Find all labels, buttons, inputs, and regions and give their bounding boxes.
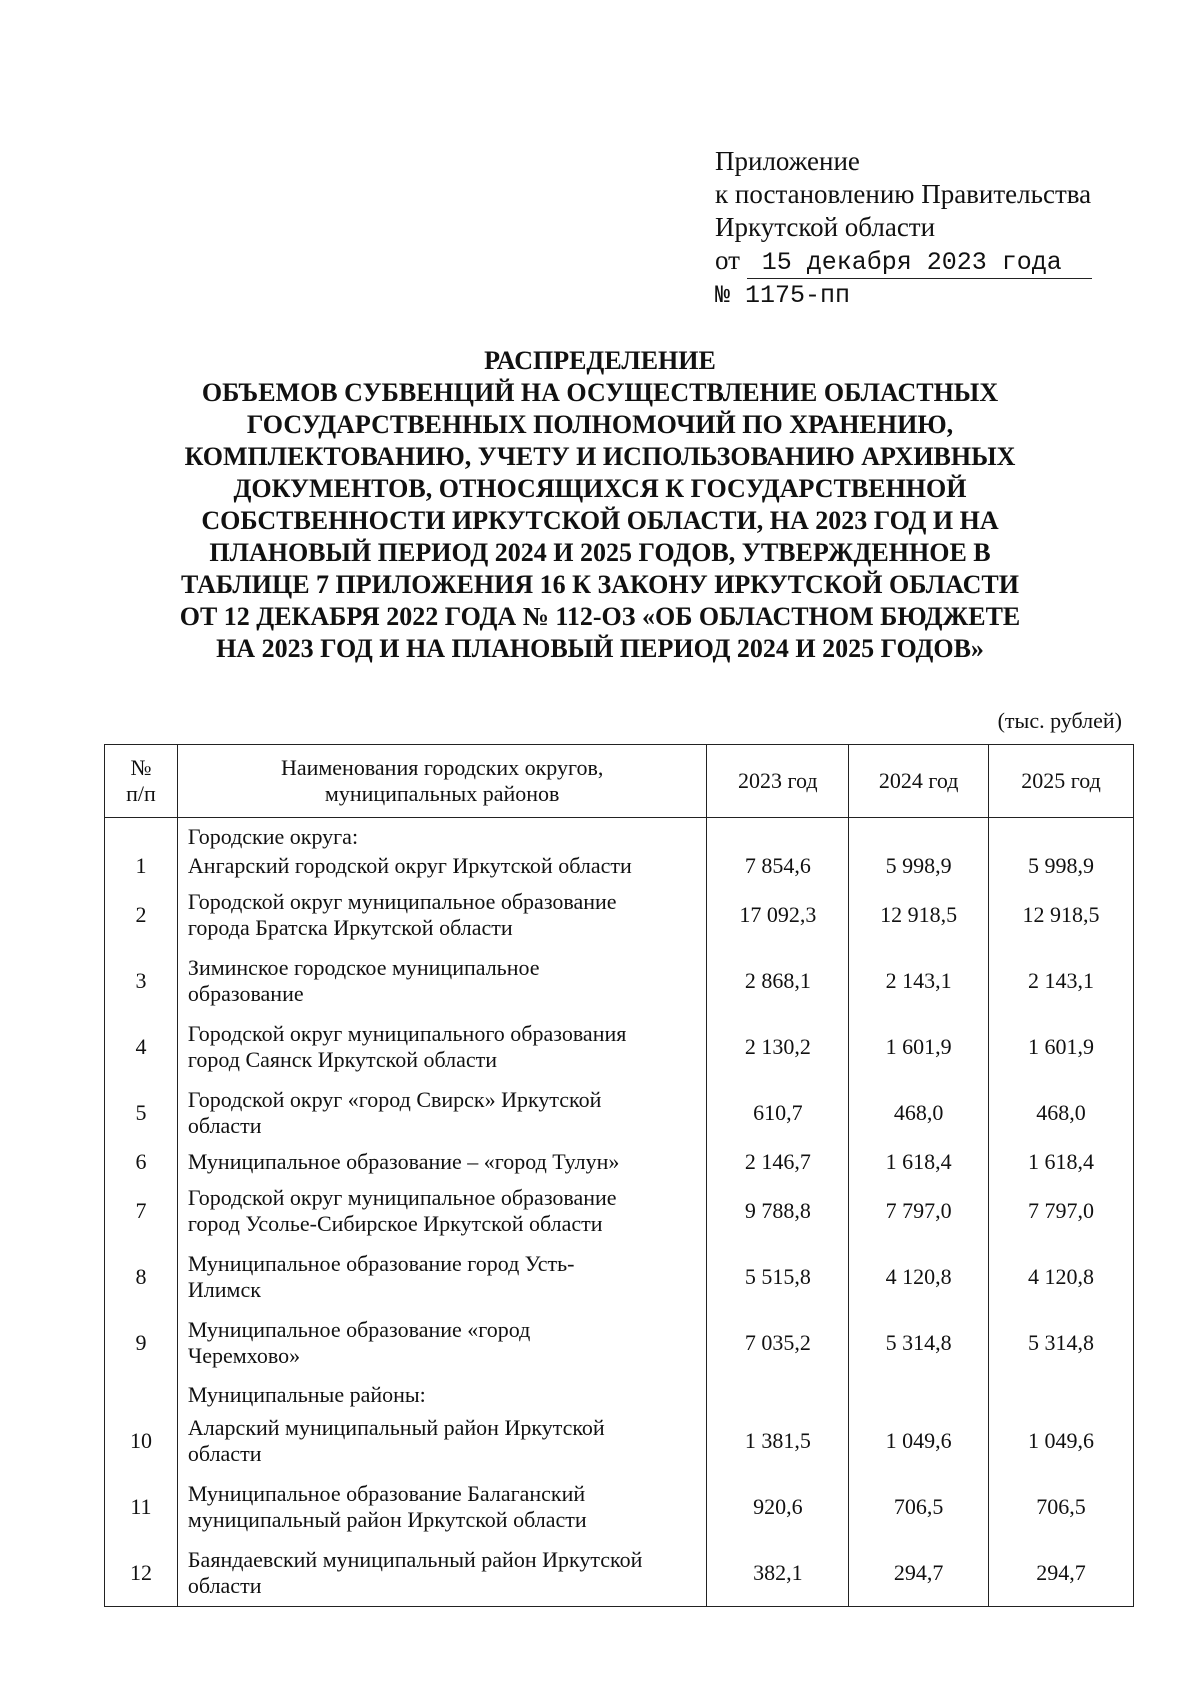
date-prefix: от bbox=[715, 245, 740, 275]
value-2023: 9 788,8 bbox=[707, 1178, 849, 1244]
value-2024: 2 143,1 bbox=[849, 948, 989, 1014]
row-number: 6 bbox=[105, 1146, 178, 1178]
title-line: КОМПЛЕКТОВАНИЮ, УЧЕТУ И ИСПОЛЬЗОВАНИЮ АРХИВНЫХ bbox=[184, 442, 1016, 471]
empty-cell bbox=[989, 818, 1134, 851]
table-row bbox=[105, 882, 1134, 948]
empty-cell bbox=[989, 1376, 1134, 1408]
row-number: 5 bbox=[105, 1080, 178, 1146]
row-name-line: Городской округ муниципального образования bbox=[187, 1021, 627, 1046]
section-title: Муниципальные районы: bbox=[177, 1376, 706, 1408]
row-name-line: город Саянск Иркутской области bbox=[187, 1047, 498, 1072]
units-label: (тыс. рублей) bbox=[997, 708, 1122, 733]
value-2025: 4 120,8 bbox=[989, 1244, 1134, 1310]
value-2023: 7 035,2 bbox=[707, 1310, 849, 1376]
appendix-line: к постановлению Правительства bbox=[715, 179, 1092, 209]
table-body bbox=[105, 818, 1134, 1607]
value-2024: 468,0 bbox=[849, 1080, 989, 1146]
row-name-line: Городской округ «город Свирск» Иркутской bbox=[187, 1087, 602, 1112]
row-name bbox=[177, 1408, 706, 1474]
title-line: НА 2023 ГОД И НА ПЛАНОВЫЙ ПЕРИОД 2024 И 2025 ГОДОВ» bbox=[216, 634, 984, 663]
row-name-line: Муниципальное образование «город bbox=[187, 1317, 531, 1342]
title-line: РАСПРЕДЕЛЕНИЕ bbox=[484, 346, 716, 375]
row-name-line: области bbox=[187, 1573, 262, 1598]
title-line: ПЛАНОВЫЙ ПЕРИОД 2024 И 2025 ГОДОВ, УТВЕРЖДЕННОЕ В bbox=[209, 538, 991, 567]
row-name-line: Зиминское городское муниципальное bbox=[187, 955, 540, 980]
title-line: ОТ 12 ДЕКАБРЯ 2022 ГОДА № 112-ОЗ «ОБ ОБЛАСТНОМ БЮДЖЕТЕ bbox=[179, 602, 1021, 631]
value-2023: 1 381,5 bbox=[707, 1408, 849, 1474]
value-2024: 5 314,8 bbox=[849, 1310, 989, 1376]
appendix-block bbox=[715, 145, 1092, 312]
value-2025: 1 618,4 bbox=[989, 1146, 1134, 1178]
table-row bbox=[105, 1146, 1134, 1178]
value-2024: 1 601,9 bbox=[849, 1014, 989, 1080]
row-number: 2 bbox=[105, 882, 178, 948]
value-2024: 7 797,0 bbox=[849, 1178, 989, 1244]
header-name-line: муниципальных районов bbox=[324, 781, 560, 806]
value-2025: 468,0 bbox=[989, 1080, 1134, 1146]
decree-number: № 1175-пп bbox=[715, 281, 851, 310]
table-row bbox=[105, 948, 1134, 1014]
row-name-line: Баяндаевский муниципальный район Иркутской bbox=[187, 1547, 643, 1572]
row-number: 8 bbox=[105, 1244, 178, 1310]
table-row bbox=[105, 1080, 1134, 1146]
row-name-line: области bbox=[187, 1441, 262, 1466]
value-2023: 2 130,2 bbox=[707, 1014, 849, 1080]
empty-cell bbox=[105, 1376, 178, 1408]
value-2025: 7 797,0 bbox=[989, 1178, 1134, 1244]
header-2024: 2024 год bbox=[849, 745, 989, 818]
value-2025: 1 049,6 bbox=[989, 1408, 1134, 1474]
row-number: 7 bbox=[105, 1178, 178, 1244]
row-number: 3 bbox=[105, 948, 178, 1014]
appendix-line: Иркутской области bbox=[715, 212, 936, 242]
row-name-line: Муниципальное образование – «город Тулун» bbox=[187, 1149, 620, 1174]
row-name-line: Муниципальное образование город Усть- bbox=[187, 1251, 575, 1276]
row-name-line: Муниципальное образование Балаганский bbox=[187, 1481, 586, 1506]
table-row bbox=[105, 1244, 1134, 1310]
document-title bbox=[100, 345, 1100, 665]
row-name bbox=[177, 1014, 706, 1080]
row-name bbox=[177, 1178, 706, 1244]
section-title: Городские округа: bbox=[177, 818, 706, 851]
row-number: 12 bbox=[105, 1540, 178, 1607]
row-name bbox=[177, 1310, 706, 1376]
table-header bbox=[105, 745, 1134, 818]
table-row bbox=[105, 850, 1134, 882]
title-line: ГОСУДАРСТВЕННЫХ ПОЛНОМОЧИЙ ПО ХРАНЕНИЮ, bbox=[246, 410, 954, 439]
value-2023: 2 146,7 bbox=[707, 1146, 849, 1178]
header-name bbox=[177, 745, 706, 818]
empty-cell bbox=[849, 1376, 989, 1408]
row-name bbox=[177, 1474, 706, 1540]
title-line: ТАБЛИЦЕ 7 ПРИЛОЖЕНИЯ 16 К ЗАКОНУ ИРКУТСКОЙ ОБЛАСТИ bbox=[181, 570, 1019, 599]
header-num-line: п/п bbox=[126, 781, 156, 806]
row-name-line: области bbox=[187, 1113, 262, 1138]
value-2023: 7 854,6 bbox=[707, 850, 849, 882]
title-line: ОБЪЕМОВ СУБВЕНЦИЙ НА ОСУЩЕСТВЛЕНИЕ ОБЛАСТНЫХ bbox=[201, 378, 999, 407]
empty-cell bbox=[707, 1376, 849, 1408]
header-2025: 2025 год bbox=[989, 745, 1134, 818]
value-2025: 2 143,1 bbox=[989, 948, 1134, 1014]
value-2024: 1 618,4 bbox=[849, 1146, 989, 1178]
row-name bbox=[177, 882, 706, 948]
header-2023: 2023 год bbox=[707, 745, 849, 818]
table-row bbox=[105, 1408, 1134, 1474]
header-num-line: № bbox=[130, 755, 152, 780]
row-name-line: образование bbox=[187, 981, 304, 1006]
value-2023: 382,1 bbox=[707, 1540, 849, 1607]
row-name-line: город Усолье-Сибирское Иркутской области bbox=[187, 1211, 603, 1236]
value-2024: 294,7 bbox=[849, 1540, 989, 1607]
subsidy-table bbox=[104, 744, 1134, 1607]
value-2024: 4 120,8 bbox=[849, 1244, 989, 1310]
row-name bbox=[177, 1080, 706, 1146]
row-number: 4 bbox=[105, 1014, 178, 1080]
row-number: 11 bbox=[105, 1474, 178, 1540]
row-name bbox=[177, 850, 706, 882]
row-name-line: города Братска Иркутской области bbox=[187, 915, 513, 940]
value-2025: 5 998,9 bbox=[989, 850, 1134, 882]
table-row bbox=[105, 1014, 1134, 1080]
value-2023: 17 092,3 bbox=[707, 882, 849, 948]
empty-cell bbox=[849, 818, 989, 851]
row-number: 1 bbox=[105, 850, 178, 882]
header-num bbox=[105, 745, 178, 818]
appendix-date-row bbox=[715, 244, 1092, 279]
row-name bbox=[177, 1540, 706, 1607]
value-2025: 294,7 bbox=[989, 1540, 1134, 1607]
value-2025: 5 314,8 bbox=[989, 1310, 1134, 1376]
row-name-line: Ангарский городской округ Иркутской области bbox=[187, 853, 632, 878]
title-line: СОБСТВЕННОСТИ ИРКУТСКОЙ ОБЛАСТИ, НА 2023 ГОД И НА bbox=[201, 506, 999, 535]
table-row bbox=[105, 1540, 1134, 1607]
value-2025: 706,5 bbox=[989, 1474, 1134, 1540]
empty-cell bbox=[707, 818, 849, 851]
table-row bbox=[105, 1178, 1134, 1244]
title-line: ДОКУМЕНТОВ, ОТНОСЯЩИХСЯ К ГОСУДАРСТВЕННОЙ bbox=[233, 474, 967, 503]
table-row bbox=[105, 1474, 1134, 1540]
row-number: 10 bbox=[105, 1408, 178, 1474]
row-number: 9 bbox=[105, 1310, 178, 1376]
value-2023: 610,7 bbox=[707, 1080, 849, 1146]
row-name-line: Городской округ муниципальное образование bbox=[187, 1185, 617, 1210]
row-name-line: Илимск bbox=[187, 1277, 261, 1302]
value-2024: 12 918,5 bbox=[849, 882, 989, 948]
row-name-line: Черемхово» bbox=[187, 1343, 301, 1368]
decree-date-text: 15 декабря 2023 года bbox=[761, 248, 1062, 277]
appendix-line: Приложение bbox=[715, 146, 860, 176]
value-2023: 2 868,1 bbox=[707, 948, 849, 1014]
value-2024: 1 049,6 bbox=[849, 1408, 989, 1474]
value-2023: 920,6 bbox=[707, 1474, 849, 1540]
row-name bbox=[177, 948, 706, 1014]
table-row bbox=[105, 1310, 1134, 1376]
row-name bbox=[177, 1244, 706, 1310]
empty-cell bbox=[105, 818, 178, 851]
value-2024: 5 998,9 bbox=[849, 850, 989, 882]
header-name-line: Наименования городских округов, bbox=[280, 755, 604, 780]
row-name bbox=[177, 1146, 706, 1178]
decree-date bbox=[747, 248, 1092, 279]
row-name-line: муниципальный район Иркутской области bbox=[187, 1507, 587, 1532]
section-row bbox=[105, 818, 1134, 851]
value-2025: 1 601,9 bbox=[989, 1014, 1134, 1080]
value-2023: 5 515,8 bbox=[707, 1244, 849, 1310]
value-2025: 12 918,5 bbox=[989, 882, 1134, 948]
value-2024: 706,5 bbox=[849, 1474, 989, 1540]
section-row bbox=[105, 1376, 1134, 1408]
row-name-line: Аларский муниципальный район Иркутской bbox=[187, 1415, 605, 1440]
row-name-line: Городской округ муниципальное образование bbox=[187, 889, 617, 914]
header-row bbox=[105, 745, 1134, 818]
